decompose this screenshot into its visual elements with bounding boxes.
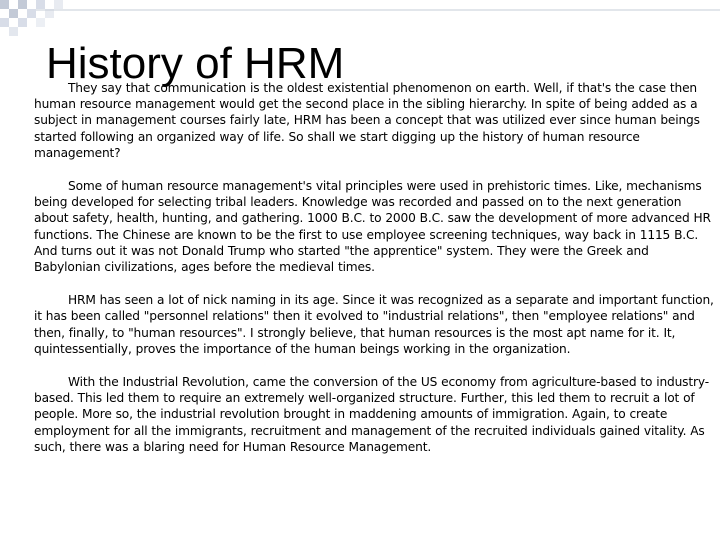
page-title: History of HRM	[46, 39, 345, 88]
checkered-corner-decoration	[0, 0, 720, 40]
paragraph-1: They say that communication is the oldest existential phenomenon on earth. Well, if that's the case then human resource management would get the second place in the sibling hierarchy. In spite of being added as a subject in management courses fairly late, HRM has been a concept that was utilized ever since human beings started following an organized way of life. So shall we start digging up the history of human resource management?	[34, 81, 700, 160]
paragraph-4: With the Industrial Revolution, came the conversion of the US economy from agriculture-based to industry-based. This led them to require an extremely well-organized structure. Further, this led them to recruit a lot of people. More so, the industrial revolution brought in maddening amounts of immigration. Again, to create employment for all the immigrants, recruitment and management of the recruited individuals gained vitality. As such, there was a blaring need for Human Resource Management.	[34, 375, 709, 454]
paragraph-2: Some of human resource management's vital principles were used in prehistoric times. Like, mechanisms being developed for selecting tribal leaders. Knowledge was recorded and passed on to the next generation about safety, health, hunting, and gathering. 1000 B.C. to 2000 B.C. saw the development of more advanced HR functions. The Chinese are known to be the first to use employee screening techniques, way back in 1115 B.C. And turns out it was not Donald Trump who started "the apprentice" system. They were the Greek and Babylonian civilizations, ages before the medieval times.	[34, 179, 711, 275]
slide-body	[34, 80, 714, 472]
paragraph-3: HRM has seen a lot of nick naming in its age. Since it was recognized as a separate and important function, it has been called "personnel relations" then it evolved to "industrial relations", then "employee relations" and then, finally, to "human resources". I strongly believe, that human resources is the most apt name for it. It, quintessentially, proves the importance of the human beings working in the organization.	[34, 293, 714, 356]
